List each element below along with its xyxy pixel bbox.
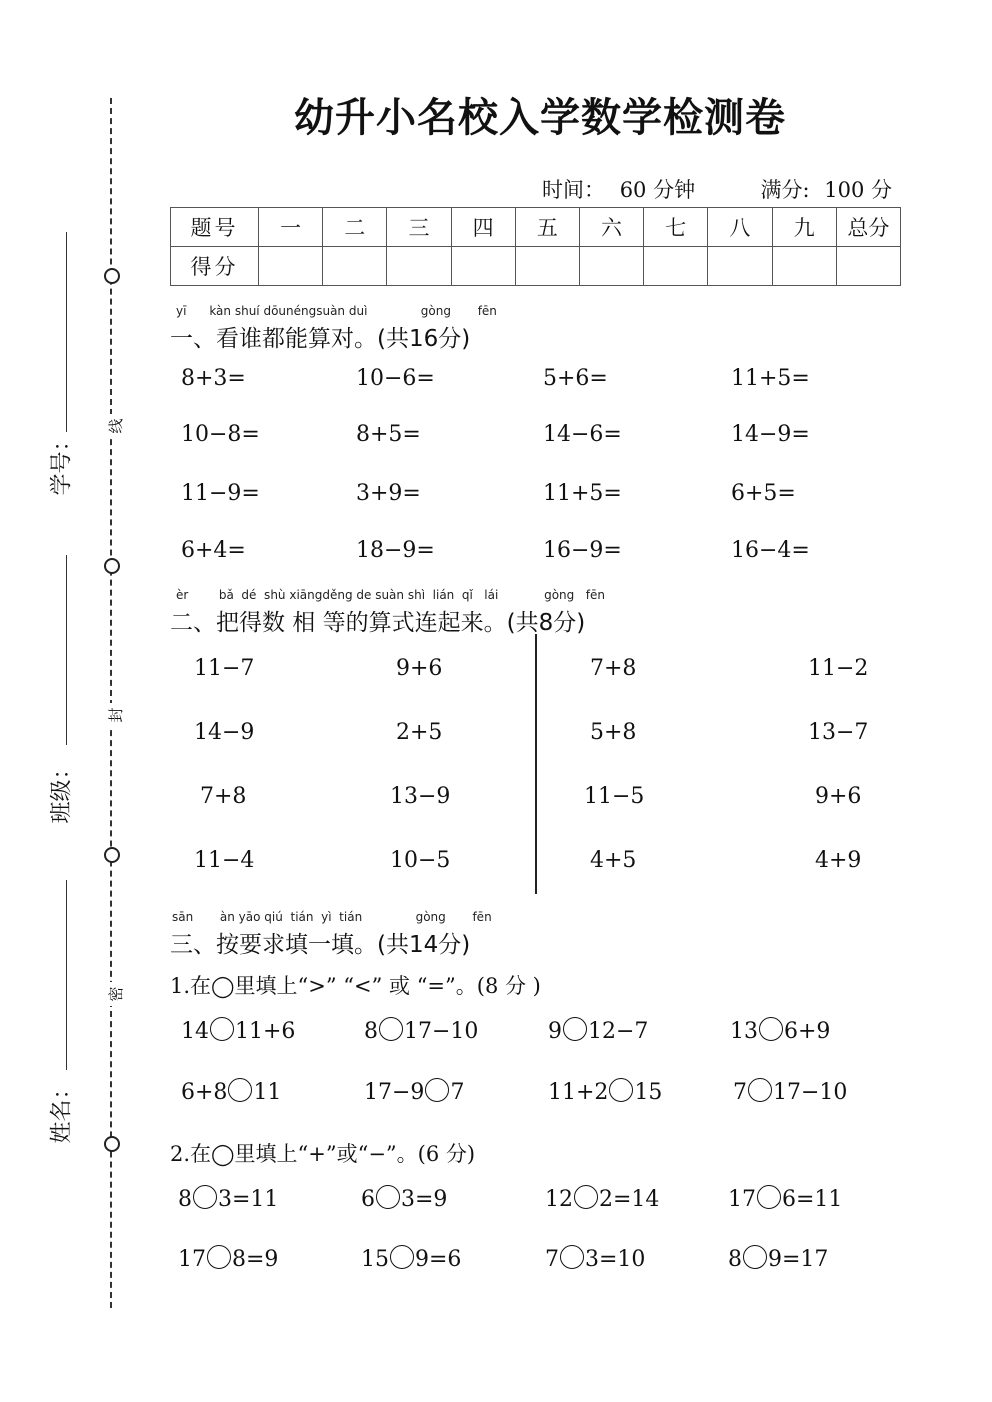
- operator-item: 8 3=11: [178, 1187, 279, 1212]
- section2-title: 二、把得数 相 等的算式连起来。(共8分): [170, 610, 586, 636]
- answer-circle[interactable]: [210, 1017, 234, 1041]
- equation: 3+9=: [356, 481, 421, 506]
- full-score-value: 100 分: [824, 178, 892, 202]
- time-value: 60 分钟: [619, 178, 696, 202]
- compare-item: 17−9 7: [364, 1080, 465, 1105]
- score-cell[interactable]: [579, 247, 643, 286]
- operator-item: 7 3=10: [545, 1247, 646, 1272]
- compare-item: 11+2 15: [548, 1080, 663, 1105]
- match-expression[interactable]: 14−9: [194, 720, 255, 745]
- class-field[interactable]: [66, 555, 67, 745]
- answer-circle[interactable]: [379, 1017, 403, 1041]
- operator-item: 17 6=11: [728, 1187, 843, 1212]
- match-expression[interactable]: 13−9: [390, 784, 451, 809]
- score-cell[interactable]: [451, 247, 515, 286]
- equation: 11−9=: [181, 481, 260, 506]
- equation: 14−6=: [543, 422, 622, 447]
- binding-hole: [104, 558, 120, 574]
- compare-item: 13 6+9: [730, 1019, 831, 1044]
- equation: 18−9=: [356, 538, 435, 563]
- operator-item: 8 9=17: [728, 1247, 829, 1272]
- compare-item: 7 17−10: [733, 1080, 848, 1105]
- answer-circle[interactable]: [193, 1185, 217, 1209]
- equation: 8+3=: [181, 366, 246, 391]
- binding-mark-seal: 封: [106, 703, 126, 727]
- match-expression[interactable]: 7+8: [590, 656, 637, 681]
- section2-divider: [535, 634, 537, 894]
- match-expression[interactable]: 10−5: [390, 848, 451, 873]
- match-expression[interactable]: 11−5: [584, 784, 645, 809]
- compare-item: 8 17−10: [364, 1019, 479, 1044]
- compare-item: 14 11+6: [181, 1019, 296, 1044]
- answer-circle[interactable]: [743, 1245, 767, 1269]
- score-table: [170, 207, 901, 286]
- section1-pinyin: yī kàn shuí dōunéngsuàn duì gòng fēn: [176, 304, 497, 318]
- score-header-cell: 八: [708, 208, 772, 247]
- page-title: 幼升小名校入学数学检测卷: [294, 95, 786, 141]
- match-expression[interactable]: 7+8: [200, 784, 247, 809]
- score-cell[interactable]: [772, 247, 836, 286]
- answer-circle[interactable]: [748, 1078, 772, 1102]
- answer-circle[interactable]: [207, 1245, 231, 1269]
- student-id-field[interactable]: [66, 232, 67, 432]
- equation: 10−8=: [181, 422, 260, 447]
- full-score-label: 满分:: [760, 178, 810, 202]
- match-expression[interactable]: 11−7: [194, 656, 255, 681]
- score-table-header-row: [171, 208, 901, 247]
- compare-item: 9 12−7: [548, 1019, 649, 1044]
- answer-circle[interactable]: [757, 1185, 781, 1209]
- name-field[interactable]: [66, 880, 67, 1070]
- time-label: 时间：: [542, 178, 605, 202]
- match-expression[interactable]: 4+5: [590, 848, 637, 873]
- score-cell[interactable]: [259, 247, 323, 286]
- score-cell[interactable]: [515, 247, 579, 286]
- answer-circle[interactable]: [390, 1245, 414, 1269]
- operator-item: 15 9=6: [361, 1247, 462, 1272]
- compare-item: 6+8 11: [181, 1080, 282, 1105]
- operator-item: 6 3=9: [361, 1187, 448, 1212]
- equation: 11+5=: [543, 481, 622, 506]
- answer-circle[interactable]: [376, 1185, 400, 1209]
- answer-circle[interactable]: [563, 1017, 587, 1041]
- answer-circle[interactable]: [425, 1078, 449, 1102]
- score-cell[interactable]: [644, 247, 708, 286]
- match-expression[interactable]: 11−2: [808, 656, 869, 681]
- answer-circle[interactable]: [609, 1078, 633, 1102]
- answer-circle[interactable]: [759, 1017, 783, 1041]
- equation: 8+5=: [356, 422, 421, 447]
- score-cell[interactable]: [387, 247, 451, 286]
- binding-hole: [104, 847, 120, 863]
- binding-mark-secret: 密: [106, 982, 126, 1006]
- binding-mark-line: 线: [106, 414, 126, 438]
- score-header-cell: 一: [259, 208, 323, 247]
- score-cell[interactable]: [708, 247, 772, 286]
- binding-hole: [104, 1136, 120, 1152]
- score-header-cell: 六: [579, 208, 643, 247]
- score-header-cell: 九: [772, 208, 836, 247]
- score-cell[interactable]: [836, 247, 900, 286]
- equation: 10−6=: [356, 366, 435, 391]
- equation: 6+4=: [181, 538, 246, 563]
- section3-title: 三、按要求填一填。(共14分): [170, 932, 471, 958]
- score-cell[interactable]: [323, 247, 387, 286]
- operator-item: 17 8=9: [178, 1247, 279, 1272]
- student-id-label: 学号：: [49, 429, 75, 496]
- match-expression[interactable]: 2+5: [396, 720, 443, 745]
- answer-circle[interactable]: [574, 1185, 598, 1209]
- equation: 11+5=: [731, 366, 810, 391]
- score-header-cell: 总分: [836, 208, 900, 247]
- match-expression[interactable]: 9+6: [815, 784, 862, 809]
- binding-hole: [104, 268, 120, 284]
- score-row-label: 得分: [171, 247, 259, 286]
- exam-meta: [534, 174, 892, 204]
- question1-title: 1.在◯里填上“>” “<” 或 “=”。(8 分 ): [170, 974, 541, 998]
- equation: 5+6=: [543, 366, 608, 391]
- score-header-cell: 四: [451, 208, 515, 247]
- answer-circle[interactable]: [560, 1245, 584, 1269]
- match-expression[interactable]: 4+9: [815, 848, 862, 873]
- equation: 16−4=: [731, 538, 810, 563]
- question2-title: 2.在◯里填上“+”或“−”。(6 分): [170, 1142, 476, 1166]
- match-expression[interactable]: 5+8: [590, 720, 637, 745]
- match-expression[interactable]: 13−7: [808, 720, 869, 745]
- operator-item: 12 2=14: [545, 1187, 660, 1212]
- section1-title: 一、看谁都能算对。(共16分): [170, 326, 471, 352]
- name-label: 姓名：: [49, 1077, 75, 1144]
- section2-pinyin: èr bǎ dé shù xiāngděng de suàn shì lián qǐ lái gòng fēn: [176, 588, 605, 602]
- score-header-cell: 七: [644, 208, 708, 247]
- equation: 14−9=: [731, 422, 810, 447]
- class-label: 班级：: [49, 757, 75, 824]
- score-table-score-row: [171, 247, 901, 286]
- score-header-cell: 三: [387, 208, 451, 247]
- equation: 6+5=: [731, 481, 796, 506]
- score-header-cell: 二: [323, 208, 387, 247]
- answer-circle[interactable]: [228, 1078, 252, 1102]
- match-expression[interactable]: 11−4: [194, 848, 255, 873]
- equation: 16−9=: [543, 538, 622, 563]
- section3-pinyin: sān àn yāo qiú tián yì tián gòng fēn: [172, 910, 492, 924]
- match-expression[interactable]: 9+6: [396, 656, 443, 681]
- score-header-cell: 题号: [171, 208, 259, 247]
- score-header-cell: 五: [515, 208, 579, 247]
